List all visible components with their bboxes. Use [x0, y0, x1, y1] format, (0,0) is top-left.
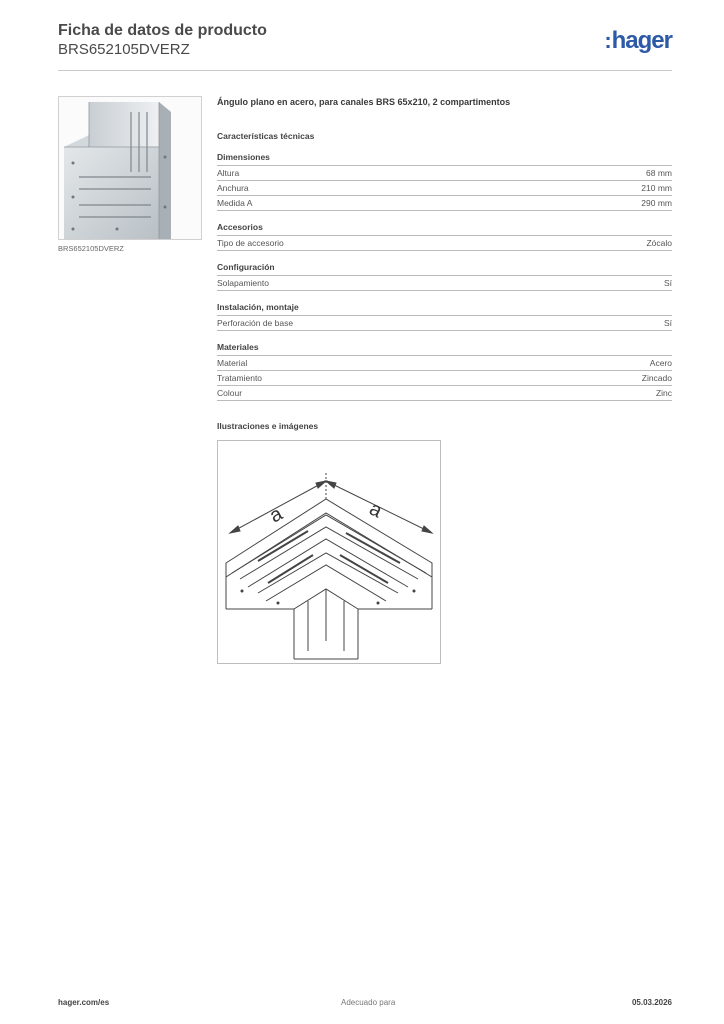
page-header: [58, 20, 672, 71]
product-code: BRS652105DVERZ: [58, 41, 190, 58]
spec-row: [217, 316, 672, 331]
spec-label: Solapamiento: [217, 278, 269, 288]
spec-row: [217, 166, 672, 181]
section-instalacion: [217, 301, 672, 331]
product-details: [217, 96, 672, 664]
product-photo-image: [59, 97, 201, 239]
document-title: Ficha de datos de producto: [58, 22, 267, 39]
spec-label: Altura: [217, 168, 240, 178]
illustrations-heading: Ilustraciones e imágenes: [217, 421, 319, 431]
spec-value: Zócalo: [646, 238, 672, 248]
footer-website[interactable]: hager.com/es: [58, 998, 110, 1007]
section-title: Dimensiones: [217, 151, 672, 166]
section-title: Configuración: [217, 261, 672, 276]
hager-logo: :hager: [604, 27, 672, 54]
spec-value: Zincado: [641, 373, 672, 383]
spec-row: [217, 196, 672, 211]
spec-label: Material: [217, 358, 248, 368]
section-materiales: [217, 341, 672, 401]
spec-value: 68 mm: [646, 168, 672, 178]
product-photo: [58, 96, 202, 240]
section-accesorios: [217, 221, 672, 251]
spec-value: 290 mm: [641, 198, 672, 208]
spec-row: [217, 181, 672, 196]
spec-label: Colour: [217, 388, 243, 398]
section-dimensiones: [217, 151, 672, 211]
spec-value: Sí: [663, 318, 672, 328]
section-title: Accesorios: [217, 221, 672, 236]
section-title: Instalación, montaje: [217, 301, 672, 316]
spec-value: Sí: [663, 278, 672, 288]
spec-label: Anchura: [217, 183, 249, 193]
spec-value: 210 mm: [641, 183, 672, 193]
spec-label: Medida A: [217, 198, 253, 208]
spec-row: [217, 386, 672, 401]
photo-caption: BRS652105DVERZ: [58, 244, 124, 253]
spec-row: [217, 371, 672, 386]
technical-drawing: [217, 440, 441, 664]
technical-drawing-image: [218, 441, 440, 663]
spec-value: Zinc: [655, 388, 672, 398]
spec-row: [217, 276, 672, 291]
section-configuracion: [217, 261, 672, 291]
section-title: Materiales: [217, 341, 672, 356]
spec-label: Perforación de base: [217, 318, 294, 328]
dimension-label-a-left: a: [266, 502, 287, 528]
product-description: Ángulo plano en acero, para canales BRS 65x210, 2 compartimentos: [217, 97, 511, 107]
spec-value: Acero: [649, 358, 672, 368]
spec-row: [217, 236, 672, 251]
footer-suitable-for: Adecuado para: [341, 998, 396, 1007]
technical-characteristics-heading: Características técnicas: [217, 131, 315, 141]
spec-label: Tipo de accesorio: [217, 238, 284, 248]
spec-label: Tratamiento: [217, 373, 263, 383]
dimension-label-a-right: a: [365, 497, 386, 523]
spec-row: [217, 356, 672, 371]
footer-date: 05.03.2026: [631, 998, 672, 1007]
